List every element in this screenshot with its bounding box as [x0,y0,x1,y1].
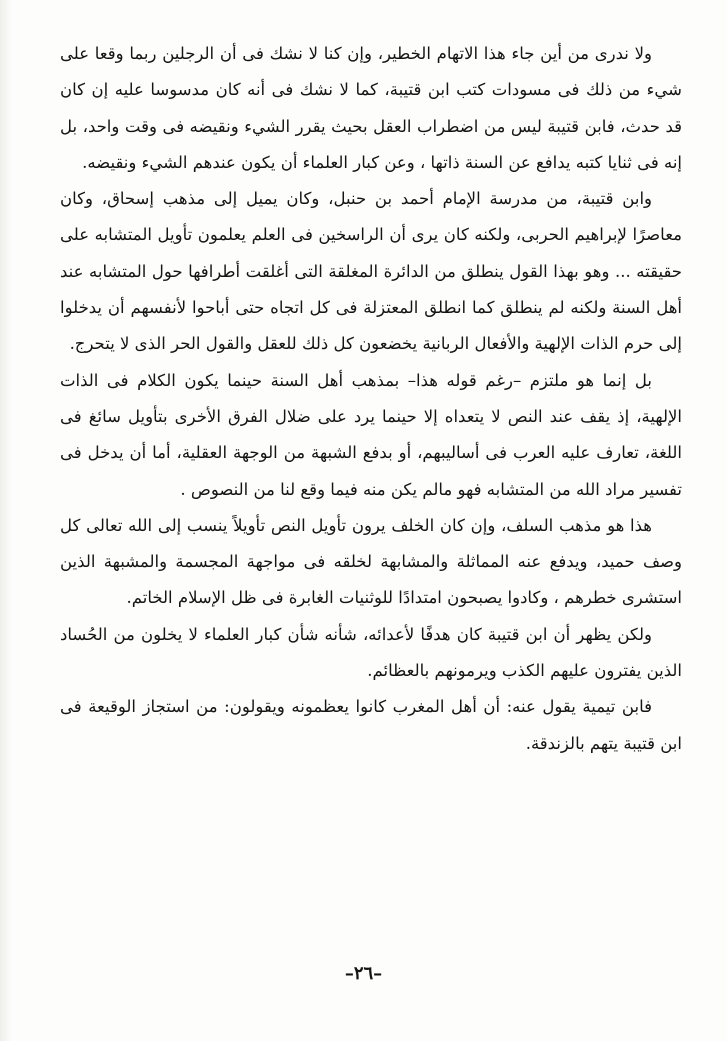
page-number: –٢٦– [344,963,383,984]
paragraph-2: وابن قتيبة، من مدرسة الإمام أحمد بن حنبل، وكان يميل إلى مذهب إسحاق، وكان معاصرًا لإبراهيم الحربى، ولكنه كان يرى أن الراسخين فى العلم يعلمون تأويل المتشابه على حقيقته ... وهو بهذا القول ينطلق من الدائرة المغلقة التى أغلقت أطرافها حول المتشابه عند أهل السنة ولكنه لم ينطلق كما انطلق المعتزلة فى كل اتجاه حتى أباحوا لأنفسهم أن يدخلوا إلى حرم الذات الإلهية والأفعال الربانية يخضعون كل ذلك للعقل والقول الحر الذى لا يتحرج. [60,189,682,354]
paragraph-4: هذا هو مذهب السلف، وإن كان الخلف يرون تأويل النص تأويلاً ينسب إلى الله تعالى كل وصف حميد، ويدفع عنه المماثلة والمشابهة لخلقه فى مواجهة المجسمة والمشبهة الذين استشرى خطرهم ، وكادوا يصبحون امتدادًا للوثنيات الغابرة فى ظل الإسلام الخاتم. [60,515,682,608]
paragraph-1: ولا ندرى من أين جاء هذا الاتهام الخطير، وإن كنا لا نشك فى أن الرجلين ربما وقعا على شيء من ذلك فى مسودات كتب ابن قتيبة، كما لا نشك فى أنه كان مدسوسا عليه إن كان قد حدث، فابن قتيبة ليس من اضطراب العقل بحيث يقرر الشيء ونقيضه فى وقت واحد، بل إنه فى ثنايا كتبه يدافع عن السنة ذاتها ، وعن كبار العلماء أن يكون عندهم الشيء ونقيضه. [60,44,682,172]
body-text [60,36,682,762]
paragraph-6: فابن تيمية يقول عنه: أن أهل المغرب كانوا يعظمونه ويقولون: من استجاز الوقيعة فى ابن قتيبة يتهم بالزندقة. [60,697,682,753]
paragraph-3: بل إنما هو ملتزم –رغم قوله هذا– بمذهب أهل السنة حينما يكون الكلام فى الذات الإلهية، إذ يقف عند النص لا يتعداه إلا حينما يرد على ضلال الفرق الأخرى بتأويل سائغ فى اللغة، تعارف عليه العرب فى أساليبهم، أو بدفع الشبهة من الوجهة العقلية، أما أن يدخل فى تفسير مراد الله من المتشابه فهو مالم يكن منه فيما وقع لنا من النصوص . [60,370,682,499]
page-edge-shadow [0,0,12,1041]
paragraph-5: ولكن يظهر أن ابن قتيبة كان هدفًا لأعدائه، شأنه شأن كبار العلماء لا يخلون من الحُساد الذين يفترون عليهم الكذب ويرمونهم بالعظائم. [60,624,682,681]
